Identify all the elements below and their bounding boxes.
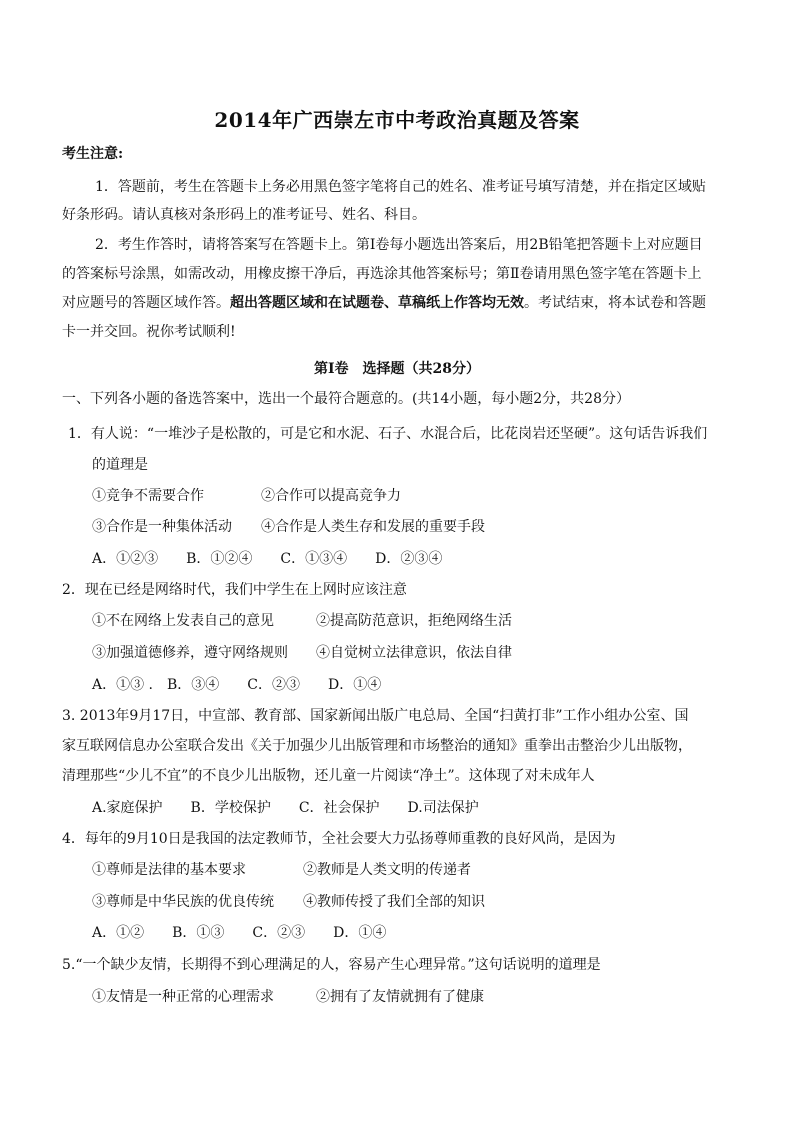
question-1-stem-line-2: 的道理是 xyxy=(92,457,148,473)
notice-text: 对应题号的答题区域作答。 xyxy=(62,295,230,311)
notice-paragraph-2-line-4: 卡一并交回。祝你考试顺利! xyxy=(62,324,236,340)
notice-heading: 考生注意: xyxy=(62,146,124,162)
question-1-stem-line-1: 1．有人说：“一堆沙子是松散的，可是它和水泥、石子、水混合后，比花岗岩还坚硬”。这句话告诉我们 xyxy=(68,426,708,442)
question-2-stem: 2．现在已经是网络时代，我们中学生在上网时应该注意 xyxy=(62,582,407,598)
question-1-option-1: ①竞争不需要合作 xyxy=(92,488,204,504)
question-5-option-1: ①友情是一种正常的心理需求 xyxy=(92,989,274,1005)
question-4-option-2: ②教师是人类文明的传递者 xyxy=(303,862,471,878)
question-5-option-2: ②拥有了友情就拥有了健康 xyxy=(316,989,484,1005)
question-4-stem: 4．每年的9月10日是我国的法定教师节，全社会要大力弘扬尊师重教的良好风尚，是因为 xyxy=(62,831,616,847)
notice-paragraph-2-line-1: 2．考生作答时，请将答案写在答题卡上。第Ⅰ卷每小题选出答案后，用2B铅笔把答题卡上对应题目 xyxy=(95,237,703,253)
question-4-answer-choices: A．①② B．①③ C．②③ D．①④ xyxy=(92,925,387,941)
question-2-option-3: ③加强道德修养，遵守网络规则 xyxy=(92,645,288,661)
question-2-option-1: ①不在网络上发表自己的意见 xyxy=(92,613,274,629)
question-2-option-2: ②提高防范意识，拒绝网络生活 xyxy=(316,613,512,629)
notice-text: 。考试结束，将本试卷和答题 xyxy=(524,295,706,311)
question-1-option-3: ③合作是一种集体活动 xyxy=(92,519,232,535)
question-1-option-4: ④合作是人类生存和发展的重要手段 xyxy=(261,519,485,535)
question-3-stem-line-3: 清理那些“少儿不宜”的不良少儿出版物，还儿童一片阅读“净土”。这体现了对未成年人 xyxy=(62,768,595,784)
question-1-option-2: ②合作可以提高竞争力 xyxy=(261,488,401,504)
notice-paragraph-2-line-2: 的答案标号涂黑，如需改动，用橡皮擦干净后，再选涂其他答案标号；第Ⅱ卷请用黑色签字笔在答题卡上 xyxy=(62,266,702,282)
question-4-option-3: ③尊师是中华民族的优良传统 xyxy=(92,894,274,910)
question-5-stem: 5.“一个缺少友情，长期得不到心理满足的人，容易产生心理异常。”这句话说明的道理是 xyxy=(62,957,601,973)
notice-emphasis: 超出答题区域和在试题卷、草稿纸上作答均无效 xyxy=(230,295,524,311)
question-2-option-4: ④自觉树立法律意识，依法自律 xyxy=(316,645,512,661)
section-title: 第Ⅰ卷 选择题（共28分） xyxy=(313,361,481,377)
notice-paragraph-2-line-3 xyxy=(62,292,706,314)
notice-paragraph-1-line-1: 1．答题前，考生在答题卡上务必用黑色签字笔将自己的姓名、准考证号填写清楚，并在指定区域贴 xyxy=(95,179,706,195)
question-3-stem-line-1: 3. 2013年9月17日，中宣部、教育部、国家新闻出版广电总局、全国“扫黄打非”工作小组办公室、国 xyxy=(62,708,689,724)
document-title: 2014年广西崇左市中考政治真题及答案 xyxy=(214,108,580,132)
question-4-option-1: ①尊师是法律的基本要求 xyxy=(92,862,246,878)
section-instruction: 一、下列各小题的备选答案中，选出一个最符合题意的。(共14小题，每小题2分，共28分） xyxy=(62,391,630,407)
question-3-answer-choices: A.家庭保护 B．学校保护 C．社会保护 D.司法保护 xyxy=(92,800,479,816)
question-2-answer-choices: A．①③ . B．③④ C．②③ D．①④ xyxy=(92,677,382,693)
question-1-answer-choices: A．①②③ B．①②④ C．①③④ D．②③④ xyxy=(92,551,443,567)
notice-paragraph-1-line-2: 好条形码。请认真核对条形码上的准考证号、姓名、科目。 xyxy=(62,207,426,223)
question-4-option-4: ④教师传授了我们全部的知识 xyxy=(303,894,485,910)
question-3-stem-line-2: 家互联网信息办公室联合发出《关于加强少儿出版管理和市场整治的通知》重拳出击整治少儿出版物， xyxy=(62,738,692,754)
